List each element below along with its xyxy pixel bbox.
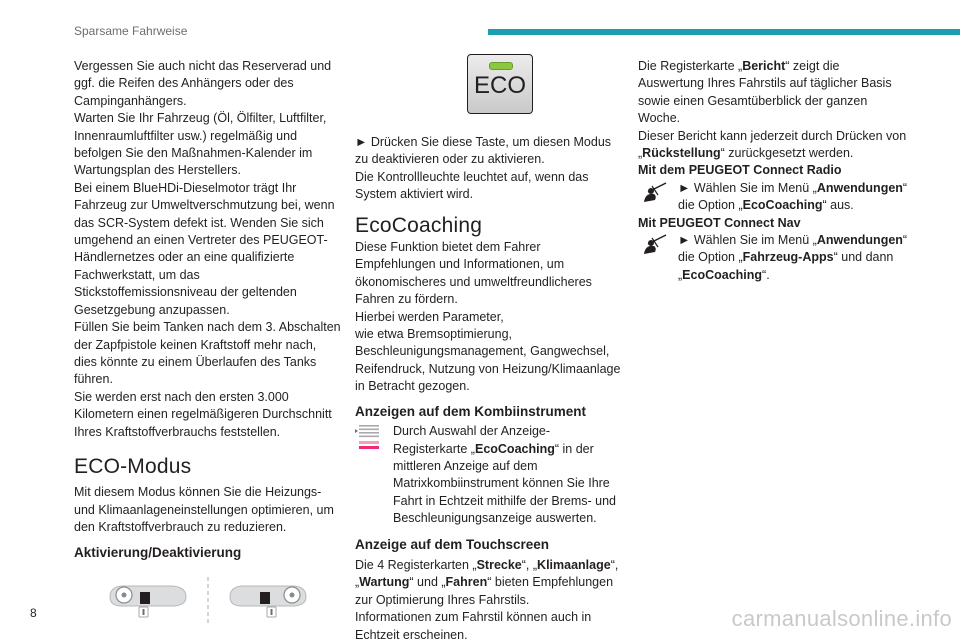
ecocoaching-text: Diese Funktion bietet dem Fahrer Empfehlungen und Informationen, um ökonomischeres und umweltfreundlicheres Fahren zu fördern. [355,240,592,307]
column-right [638,58,908,284]
column-left [74,58,342,625]
connect-radio-row [638,180,908,215]
ecocoaching-heading: EcoCoaching [355,213,483,237]
steering-wheel-icon [108,575,308,625]
connect-radio-heading: Mit dem PEUGEOT Connect Radio [638,163,842,178]
params-list: wie etwa Bremsoptimierung, Beschleunigungsmanagement, Gangwechsel, Reifendruck, Nutzung von Heizung/Klimaanlage in Betracht gezogen. [355,327,621,394]
eco-button-illustration [377,54,623,114]
watermark: carmanualsonline.info [731,606,952,631]
params-text: Hierbei werden Parameter, [355,309,504,324]
eco-indicator-lamp [489,62,513,70]
paragraph-consumption: Sie werden erst nach den ersten 3.000 Kilometern einen regelmäßigeren Durchschnitt Ihres Kraftstoffverbrauchs feststellen. [74,389,332,439]
eco-mode-heading: ECO-Modus [74,454,192,478]
paragraph-refuel: Füllen Sie beim Tanken nach dem 3. Abschalten der Zapfpistole keinen Kraftstoff mehr nach, dies könnte zu einem Überlaufen des Tanks führen. [74,320,341,387]
instrument-cluster-icon [355,425,381,453]
lamp-text: Die Kontrollleuchte leuchtet auf, wenn das System aktiviert wird. [355,169,589,202]
reset-text: Dieser Bericht kann jederzeit durch Drücken von „Rückstellung“ zurückgesetzt werden. [638,128,907,161]
connect-radio-instruction: ► Wählen Sie im Menü „Anwendungen“ die Option „EcoCoaching“ aus. [678,180,908,213]
connect-nav-instruction: ► Wählen Sie im Menü „Anwendungen“ die Option „Fahrzeug-Apps“ und dann „EcoCoaching“. [678,233,908,282]
header-accent-bar [488,29,960,35]
touch-hand-icon [640,180,670,204]
cluster-heading: Anzeigen auf dem Kombiinstrument [355,403,587,419]
tabs-text: Die 4 Registerkarten „Strecke“, „Klimaanlage“, „Wartung“ und „Fahren“ bieten Empfehlungen zur Optimierung Ihres Fahrstils. [355,557,619,607]
paragraph-bluehdi: Bei einem BlueHDi-Dieselmotor trägt Ihr Fahrzeug zur Umweltverschmutzung bei, wenn das SCR-System defekt ist. Wenden Sie sich umgehend an einen Vertreter des PEUGEOT-Händlernetzes oder an eine qualifizierte Fachwerkstatt, um das Stickstoffemissionsniveau der geltenden Gesetzgebung anzupassen. [74,180,335,317]
activation-heading: Aktivierung/Deaktivierung [74,544,242,560]
eco-button-icon [467,54,533,114]
realtime-text: Informationen zum Fahrstil können auch in Echtzeit erscheinen. [355,610,592,642]
cluster-text: Durch Auswahl der Anzeige-Registerkarte „EcoCoaching“ in der mittleren Anzeige auf dem Matrixkombiinstrument können Sie Ihre Fahrt in Echtzeit mithilfe der Brems- und Beschleunigungsanzeige auswerten. [393,424,616,526]
connect-nav-row [638,232,908,284]
cluster-row [355,423,623,527]
paragraph-maintenance: Warten Sie Ihr Fahrzeug (Öl, Ölfilter, Luftfilter, Innenraumluftfilter usw.) regelmäßig und befolgen Sie den Maßnahmen-Kalender im Wartungsplan des Herstellers. [74,111,327,178]
paragraph-spare-wheel: Vergessen Sie auch nicht das Reserverad und ggf. die Reifen des Anhängers oder des Campinganhängers. [74,59,332,108]
eco-button-label: ECO [473,72,526,99]
eco-mode-text: Mit diesem Modus können Sie die Heizungs- und Klimaanlageneinstellungen optimieren, um den Kraftstoffverbrauch zu reduzieren. [74,485,334,535]
column-middle [355,58,623,644]
press-instruction: ► Drücken Sie diese Taste, um diesen Modus zu deaktivieren oder zu aktivieren. [355,135,612,167]
touchscreen-heading: Anzeige auf dem Touchscreen [355,536,550,552]
page-number: 8 [30,606,37,620]
page-header-title: Sparsame Fahrweise [74,24,188,38]
touch-hand-icon [640,232,670,256]
report-text: Die Registerkarte „Bericht“ zeigt die Auswertung Ihres Fahrstils auf täglicher Basis sowie einen Gesamtüberblick der ganzen Woche. [638,59,892,126]
connect-nav-heading: Mit PEUGEOT Connect Nav [638,215,801,230]
steering-wheel-illustration [74,575,342,625]
